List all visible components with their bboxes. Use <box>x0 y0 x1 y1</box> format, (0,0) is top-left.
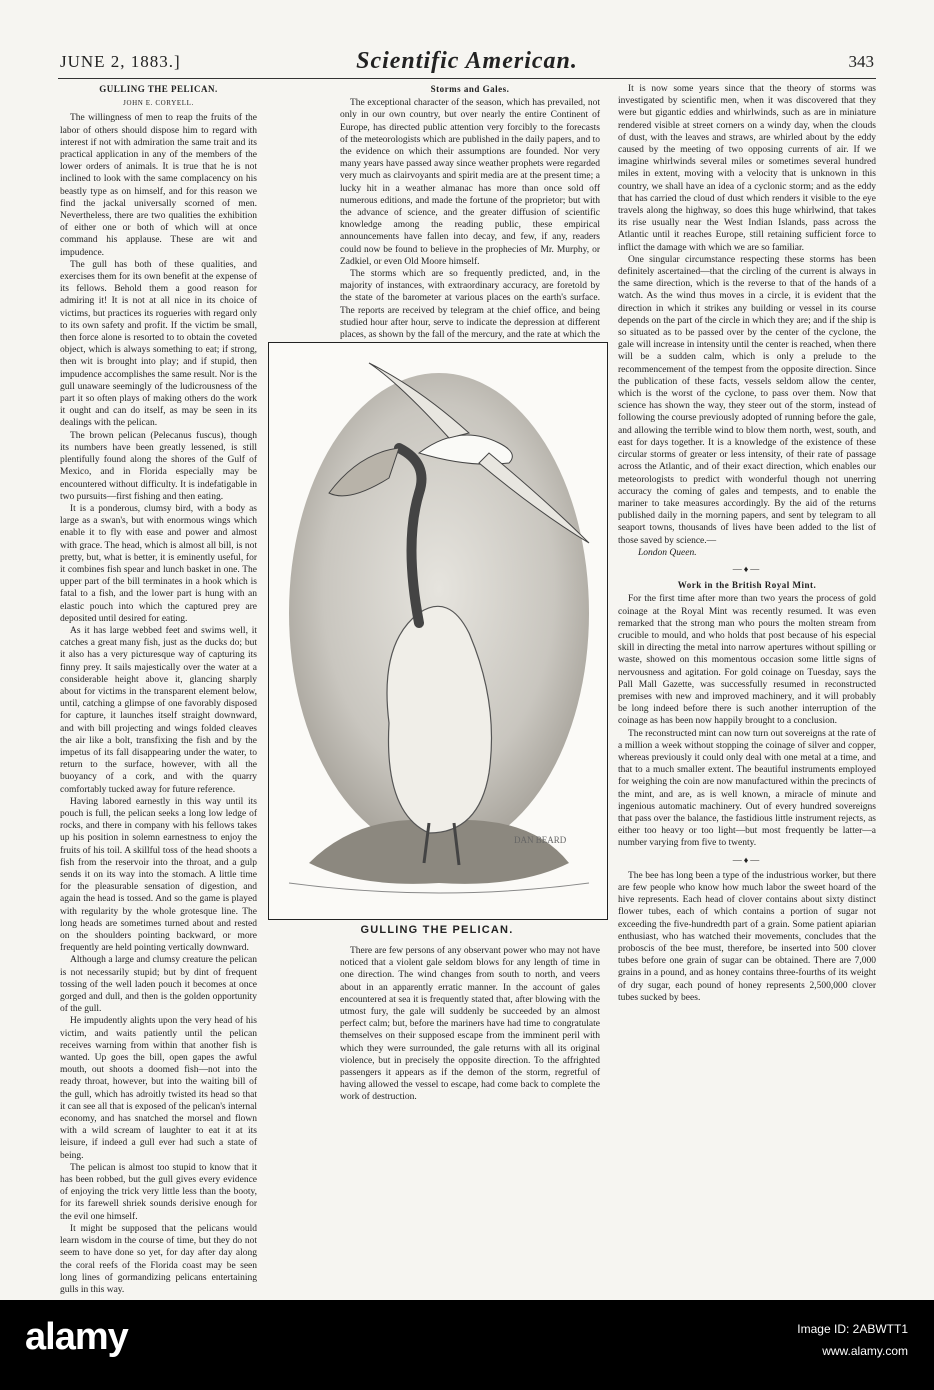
image-id: Image ID: 2ABWTT1 <box>797 1322 908 1336</box>
paragraph: It is now some years since that the theory of storms was investigated by scientific men, when it was discovered that they were but gigantic eddies and whirlwinds, such as are in miniature rendered visible at street corners on a windy day, when the clouds of dust, with the leaves and straws, are whirled about by the eddy caused by the meeting of two opposing currents of air. If we imagine whirlwinds several miles or sometimes several hundred miles in extent, moving with a velocity that is unknown in this country, we shall have an idea of a cyclonic storm; and as the eddy that has carried the cloud of dust which renders it visible to the eye travels along the highway, so does this huge whirlwind, that takes its rise usually near the West Indian Islands, pass across the Atlantic until it reaches Europe, still retaining sufficient force to inflict the damage with which we are so familiar. <box>618 84 876 253</box>
paragraph: There are few persons of any observant power who may not have noticed that a violent gale seldom blows for any length of time in one direction. The wind changes from south to north, and veers about in an apparently erratic manner. In the account of gales encountered at sea it is frequently stated that, after blowing with the utmost fury, the gale will suddenly be succeeded by an almost perfect calm; but, before the mariners have had time to congratulate themselves on their supposed escape from the imminent peril with which they were surrounded, the gale returns with all its original violence, but in precisely the opposite direction. To the affrighted passengers it appears as if the demon of the storm, regretful of having allowed the vessel to escape, had come back to complete the work of destruction. <box>340 946 600 1103</box>
paragraph: The gull has both of these qualities, and exercises them for its own benefit at the expense of its fellows. Behold them a good reason for admiring it! It is not at all nice in its choice of victims, but practices its rogueries with regard only to its own safety and profit. If the victim be small, then force alone is resorted to to obtain the coveted object, which is always something to eat; if strong, then wit is brought into play; and if stupid, then impudence accomplishes the same result. Nor is the gull unaware seemingly of the ludicrousness of the part it so often plays of making others do the work it ought and can do itself, as may be seen in its dealings with the pelican. <box>60 259 257 429</box>
pelican-gull-illustration <box>269 343 607 919</box>
article-title-storms: Storms and Gales. <box>430 84 510 94</box>
header-rule <box>58 78 876 79</box>
paragraph: It is a ponderous, clumsy bird, with a body as large as a swan's, but with enormous wings which enable it to fly with ease and power and almost with grace. The head, which is almost all bill, is not pretty, but, what is better, it is eminently useful, for it combines fish spear and lunch basket in one. The upper part of the bill terminates in a hook which is fatal to a fish, and the lower part is hung with an elastic pouch into which the captured prey are deposited until desired for eating. <box>60 503 257 624</box>
figure-caption: GULLING THE PELICAN. <box>360 924 514 936</box>
paragraph: Having labored earnestly in this way until its pouch is full, the pelican seeks a long low ledge of rocks, and there in company with his fellows takes up his position in solemn earnestness to enjoy the fruits of his toil. A skillful toss of the head shoots a fish from the reservoir into the throat, and a gulp sends it on its way into the stomach. A little time for the pleasurable sensation of digestion, and again the head is tossed. And so the game is played with regularity by the whole grotesque line. The long heads are sometimes turned about and rested on the shoulders pointing backward, or more frequently are held pointing vertically downward. <box>60 796 257 954</box>
paragraph: The exceptional character of the season, which has prevailed, not only in our own country, but over nearly the entire Continent of Europe, has directed public attention very forcibly to the forecasts of the meteorologists which are published in the daily papers, and to the evidence on which their assumptions are founded. Nor very many years have passed away since weather prophets were regarded very much as clairvoyants and spirit media are at the present time; a lucky hit in a weather almanac has more than once sold off numerous editions, and made the fortune of the proprietor; but with the advance of science, and the greater diffusion of scientific knowledge among the reading public, these empirical announcements have fallen into decay, and few, if any, readers could now be found to believe in the prophecies of Mr. Murphy, or Zadkiel, or even Old Moore himself. <box>340 98 600 267</box>
paragraph: For the first time after more than two years the process of gold coinage at the Royal Mint was recently resumed. It was even remarked that the strong man who pours the molten stream from crucible to mould, and who holds that post because of his especial skill in directing the metal into narrow apertures without spilling or waste, showed on this momentous occasion some little signs of nervousness and agitation. For gold coinage on Tuesday, says the Pall Mall Gazette, was successfully resumed in reconstructed premises with new and improved machinery, and it will probably be long indeed before there is such another interruption of the coinage as has been now happily brought to a conclusion. <box>618 594 876 727</box>
column-middle-bottom <box>340 945 600 1293</box>
paragraph: The willingness of men to reap the fruits of the labor of others should dispose him to regard with interest if not with admiration the same trait and its practical application in any of the members of the lower orders of animals. It is true that he is not inclined to look with the same complacency on his beastly type as on himself, and for this reason we find the jackal universally scorned of men. Nevertheless, there are two qualities the exhibition of either one or both of which will at once command his applause. These are wit and impudence. <box>60 113 257 258</box>
stock-site: www.alamy.com <box>822 1344 908 1358</box>
paragraph: The storms which are so frequently predicted, and, in the majority of instances, with extraordinary accuracy, are foretold by the state of the barometer at various places on the earth's surface. The reports are received by telegram at the chief office, and being studied hour after hour, serve to indicate the depression at different places, as shown by the fall of the mercury, and the rate at which the <box>340 269 601 341</box>
stock-id <box>797 1318 908 1362</box>
page-number: 343 <box>848 52 874 71</box>
paragraph: He impudently alights upon the very head of his victim, and waits patiently until the pelican receives warning from within that another fish is wanted. Up goes the bill, open gapes the awful mouth, out shoots a doomed fish—not into the ready throat, however, but into the waiting bill of the gull, which has adroitly twisted its head so that it can see all that is exposed of the pelican's internal economy, and has snatched the morsel and flown with a wild scream of laughter to eat it at its leisure, if indeed a gull ever had such a state of being. <box>60 1016 257 1161</box>
paragraph: The pelican is almost too stupid to know that it has been robbed, but the gull gives every evidence of enjoying the trick very little less than the booty, for its farewell shriek sounds derisive enough for the evil one himself. <box>60 1162 257 1222</box>
masthead-title: Scientific American. <box>356 48 578 74</box>
separator-ornament: —♦— <box>732 854 762 865</box>
article-title-mint: Work in the British Royal Mint. <box>677 580 817 591</box>
engraving-figure <box>268 342 608 920</box>
source-credit: London Queen. <box>638 547 697 558</box>
paragraph: As it has large webbed feet and swims well, it catches a great many fish, just as the ducks do; but it also has a very picturesque way of capturing its finny prey. It sails majestically over the water at a considerable height above it, glancing sharply about for victims in the transparent element below, until, catching a glimpse of one favorably disposed for capture, it launches itself straight downward, and with bill projecting and wings folded cleaves the air like a bolt, transfixing the fish and by the impetus of its fall disappearing under the water, to return to the surface, however, with all the buoyancy of a cork, and with the quarry comfortably tucked away for future reference. <box>60 625 257 795</box>
separator-ornament: —♦— <box>732 563 762 574</box>
article-title-pelican: GULLING THE PELICAN. <box>99 84 218 94</box>
paragraph: The bee has long been a type of the industrious worker, but there are few people who know how much labor the sweet hoard of the hive represents. Each head of clover contains about sixty distinct flower tubes, each of which contains a portion of sugar not exceeding the five-hundredth part of a grain. Some patient apiarian enthusiast, who has watched their movements, concludes that the proboscis of the bee must, therefore, be inserted into 500 clover tubes before one grain of sugar can be obtained. There are 7,000 grains in a pound, and as honey contains three-fourths of its weight of dry sugar, each pound of honey represents 2,500,000 clover tubes sucked by bees. <box>618 870 876 1003</box>
watermark-bar <box>0 1300 934 1390</box>
page-header <box>58 48 876 78</box>
issue-date: JUNE 2, 1883.] <box>60 52 181 71</box>
stock-logo: alamy <box>25 1316 128 1358</box>
article-byline: JOHN E. CORYELL. <box>123 99 194 108</box>
paragraph: The brown pelican (Pelecanus fuscus), though its numbers have been greatly lessened, is still plentifully found along the shores of the Gulf of Mexico, and in Florida especially may be encountered without difficulty. It is indefatigable in two pursuits—first fishing and then eating. <box>60 430 257 502</box>
column-right <box>618 83 876 1293</box>
column-left <box>60 83 257 1293</box>
paragraph: The reconstructed mint can now turn out sovereigns at the rate of a million a week without stopping the coinage of silver and copper, whereas previously it could only deal with one metal at a time, and that to a much smaller extent. The beautiful instruments employed for weighing the coin are now manufactured within the precincts of the mint, and are, as is well known, a miracle of minute and ingenious automatic machinery. Out of every hundred sovereigns that pass over the balance, the fastidious little instrument rejects, as either too heavy or too light—but most frequently be latter—a number varying from five to twenty. <box>618 728 876 849</box>
column-middle-top <box>340 83 601 341</box>
water-line <box>289 883 589 893</box>
paragraph: It might be supposed that the pelicans would learn wisdom in the course of time, but they do not seem to have done so yet, for day after day along the coral reefs of the Florida coast may be seen long lines of gormandizing pelicans entertaining gulls in this way. <box>60 1223 257 1295</box>
artist-signature: DAN BEARD <box>514 835 567 845</box>
paragraph: One singular circumstance respecting these storms has been definitely ascertained—that the circling of the current is always in the same direction, which is the reverse to that of the hands of a watch. As the wind thus moves in a circle, it is evident that the direction in which it strikes any building or vessel in its course depends on the part of the circle in which they are; and if the ship is so situated as to be passed over by the center of the cyclone, the gale will increase in intensity until the center is reached, when there will be a sudden calm, which is only a prelude to the recommencement of the tempest from the opposite direction. Since the publication of these facts, vessels seldom allow the center, which is the worst of the cyclone, to pass over them. Now that science has shown the way, they steer out of the storm, instead of following the course previously adopted of running before the gale, and allowing the terrible wind to blow them north, west, south, and east for days together. It is a knowledge of the existence of these circular storms of greater or less intensity, of their rate of passage across the Atlantic, and of their exact direction, which enables our meteorologists to predict with wonderful though not unerring accuracy the coming of gales and tempests, and to enable the mariner to take measures accordingly. By the aid of the returns published daily in the morning papers, and sent by telegram to all seaport towns, thousands of lives have been added to the list of those saved by science.— <box>618 254 876 546</box>
paragraph: Although a large and clumsy creature the pelican is not necessarily stupid; but by dint of frequent tossing of the well laden pouch it becomes at once gorged and dull, and then is the golden opportunity of the gull. <box>60 955 257 1015</box>
